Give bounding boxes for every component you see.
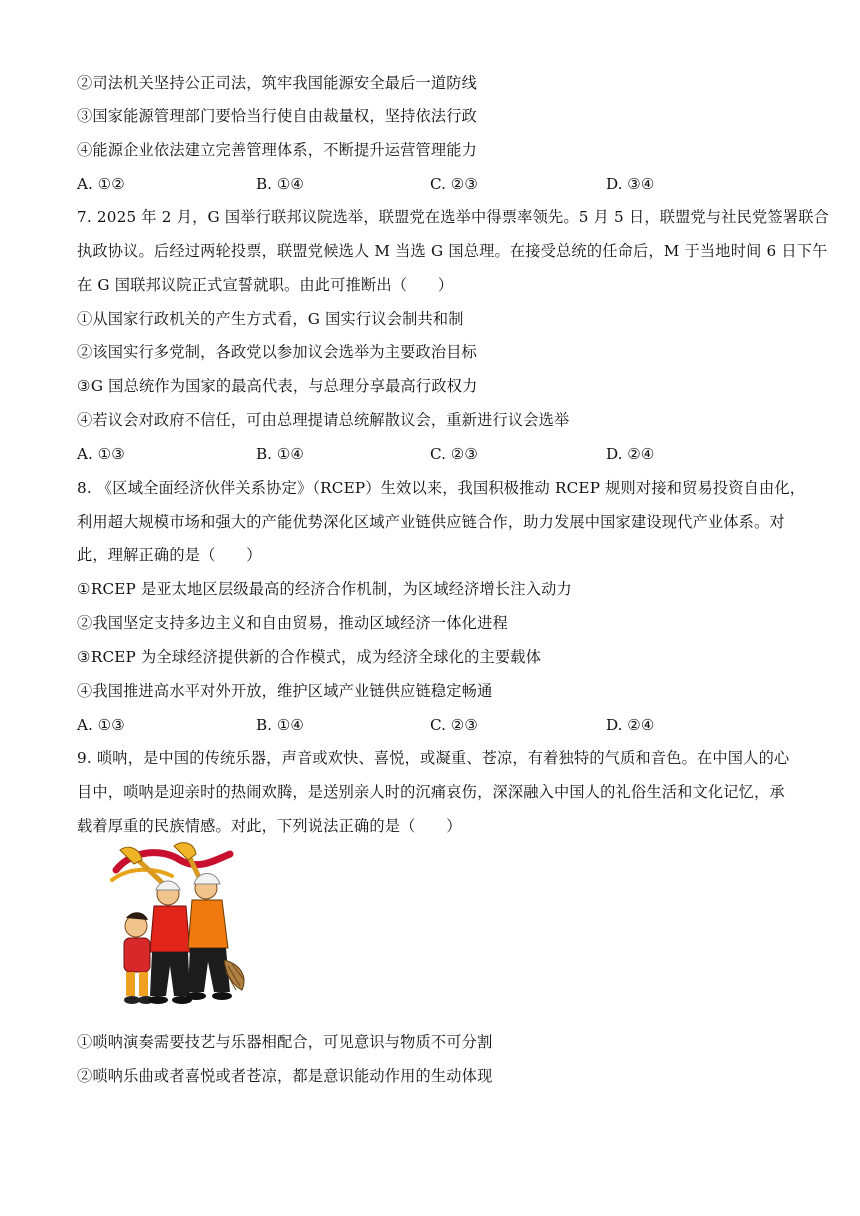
question-8-item-2: ②我国坚定支持多边主义和自由贸易，推动区域经济一体化进程 [77,614,508,632]
question-7-option-a: A. ①③ [77,445,125,463]
question-7-item-4: ④若议会对政府不信任，可由总理提请总统解散议会，重新进行议会选举 [77,411,570,429]
question-8-stem-line-3: 此，理解正确的是（ ） [77,546,262,564]
question-8-option-b: B. ①④ [256,716,305,734]
question-7-stem-line-2: 执政协议。后经过两轮投票，联盟党候选人 M 当选 G 国总理。在接受总统的任命后，M 于当地时间 6 日下午 [77,242,828,260]
question-8-stem-line-2: 利用超大规模市场和强大的产能优势深化区域产业链供应链合作，助力发展中国家建设现代产业体系。对 [77,513,785,531]
question-9-stem-line-1: 9. 唢呐，是中国的传统乐器，声音或欢快、喜悦，或凝重、苍凉，有着独特的气质和音色。在中国人的心 [77,749,790,767]
question-7-stem-line-1: 7. 2025 年 2 月，G 国举行联邦议院选举，联盟党在选举中得票率领先。5 月 5 日，联盟党与社民党签署联合 [77,208,829,226]
child-figure [124,912,154,1004]
question-9-stem-line-2: 目中，唢呐是迎亲时的热闹欢腾，是送别亲人时的沉痛哀伤，深深融入中国人的礼俗生活和文化记忆，承 [77,783,785,801]
question-6-option-d: D. ③④ [606,175,655,193]
question-7-item-2: ②该国实行多党制，各政党以参加议会选举为主要政治目标 [77,343,478,361]
player-figure [148,881,192,1004]
question-7-option-c: C. ②③ [430,445,478,463]
question-7-option-d: D. ②④ [606,445,655,463]
question-8-option-d: D. ②④ [606,716,655,734]
question-9-stem-line-3: 载着厚重的民族情感。对此，下列说法正确的是（ ） [77,817,462,835]
question-8-item-1: ①RCEP 是亚太地区层级最高的经济合作机制，为区域经济增长注入动力 [77,580,572,598]
question-8-stem-line-1: 8. 《区域全面经济伙伴关系协定》（RCEP）生效以来，我国积极推动 RCEP 规则对接和贸易投资自由化， [77,479,806,497]
question-6-option-b: B. ①④ [256,175,305,193]
question-8-option-a: A. ①③ [77,716,125,734]
question-8-item-3: ③RCEP 为全球经济提供新的合作模式，成为经济全球化的主要载体 [77,648,542,666]
question-9-item-2: ②唢呐乐曲或者喜悦或者苍凉，都是意识能动作用的生动体现 [77,1067,493,1085]
question-7-item-1: ①从国家行政机关的产生方式看，G 国实行议会制共和制 [77,310,464,328]
question-8-item-4: ④我国推进高水平对外开放，维护区域产业链供应链稳定畅通 [77,682,493,700]
question-6-item-2: ②司法机关坚持公正司法，筑牢我国能源安全最后一道防线 [77,74,478,92]
question-6-option-a: A. ①② [77,175,125,193]
question-7-item-3: ③G 国总统作为国家的最高代表，与总理分享最高行政权力 [77,377,478,395]
question-6-item-4: ④能源企业依法建立完善管理体系，不断提升运营管理能力 [77,141,478,159]
question-6-item-3: ③国家能源管理部门要恰当行使自由裁量权，坚持依法行政 [77,107,478,125]
question-9-item-1: ①唢呐演奏需要技艺与乐器相配合，可见意识与物质不可分割 [77,1033,493,1051]
question-7-stem-line-3: 在 G 国联邦议院正式宣誓就职。由此可推断出（ ） [77,276,454,294]
question-7-option-b: B. ①④ [256,445,305,463]
question-8-option-c: C. ②③ [430,716,478,734]
question-6-option-c: C. ②③ [430,175,478,193]
suona-players-illustration [102,840,254,1016]
player-figure [186,874,244,1001]
